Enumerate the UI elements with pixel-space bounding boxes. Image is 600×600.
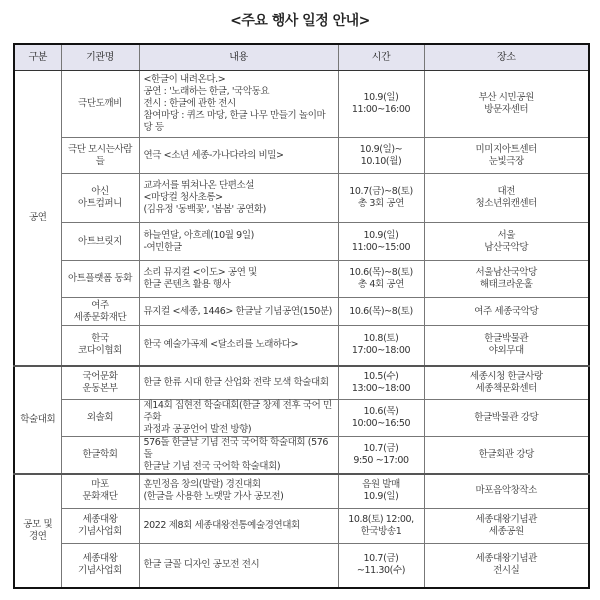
place-cell: 부산 시민공원 방문자센터 [424, 71, 589, 138]
table-row [14, 138, 589, 174]
place-cell: 세종대왕기념관 전시실 [424, 543, 589, 588]
organization-cell: 아트브릿지 [61, 223, 139, 261]
content-cell: <한글이 내려온다.> 공연 : '노래하는 한글, '국악동요 전시 : 한글에 관한 전시 참여마당 : 퀴즈 마당, 한글 나무 만들기 놀이마당 등 [139, 71, 338, 138]
content-cell: 2022 제8회 세종대왕전통예술경연대회 [139, 508, 338, 543]
place-cell: 미미지아트센터 눈빛극장 [424, 138, 589, 174]
content-cell: 한글 한류 시대 한글 산업화 전략 모색 학술대회 [139, 366, 338, 400]
schedule-body [14, 71, 589, 589]
header-time: 시간 [338, 44, 424, 71]
place-cell: 세종시청 한글사랑 세종책문화센터 [424, 366, 589, 400]
organization-cell: 한글학회 [61, 437, 139, 475]
organization-cell: 세종대왕 기념사업회 [61, 508, 139, 543]
place-cell: 서울 남산국악당 [424, 223, 589, 261]
table-row [14, 298, 589, 326]
time-cell: 10.6(목) 10:00~16:50 [338, 400, 424, 437]
organization-cell: 극단도깨비 [61, 71, 139, 138]
time-cell: 10.8(토) 12:00, 한국방송1 [338, 508, 424, 543]
table-row [14, 326, 589, 366]
place-cell: 마포음악창작소 [424, 474, 589, 508]
content-cell: 훈민정음 창의(발랄) 경진대회 (한글을 사용한 노랫말 가사 공모전) [139, 474, 338, 508]
place-cell: 한글회관 강당 [424, 437, 589, 475]
time-cell: 음원 발매 10.9(일) [338, 474, 424, 508]
table-row [14, 543, 589, 588]
table-row [14, 261, 589, 298]
place-cell: 한글박물관 야외무대 [424, 326, 589, 366]
organization-cell: 아신 아트컴퍼니 [61, 174, 139, 223]
time-cell: 10.9(일)~ 10.10(월) [338, 138, 424, 174]
page-title: <주요 행사 일정 안내> [230, 13, 370, 29]
content-cell: 한글 글꼴 디자인 공모전 전시 [139, 543, 338, 588]
table-row [14, 474, 589, 508]
time-cell: 10.8(토) 17:00~18:00 [338, 326, 424, 366]
place-cell: 대전 청소년위캔센터 [424, 174, 589, 223]
organization-cell: 극단 모시는사람들 [61, 138, 139, 174]
content-cell: 한국 예술가곡제 <달소리를 노래하다> [139, 326, 338, 366]
content-cell: 교과서를 뛰쳐나온 단편소설 <마당컬 청사초롱> (김유정 '동백꽃', '봄봄' 공연화) [139, 174, 338, 223]
time-cell: 10.9(일) 11:00~16:00 [338, 71, 424, 138]
header-row [14, 44, 589, 71]
table-row [14, 437, 589, 475]
header-place: 장소 [424, 44, 589, 71]
table-row [14, 508, 589, 543]
content-cell: 하늘연달, 아흐레(10월 9일) -여민한글 [139, 223, 338, 261]
category-cell: 공연 [14, 71, 61, 366]
organization-cell: 여주 세종문화재단 [61, 298, 139, 326]
time-cell: 10.5(수) 13:00~18:00 [338, 366, 424, 400]
table-row [14, 400, 589, 437]
time-cell: 10.7(금) ~11.30(수) [338, 543, 424, 588]
place-cell: 한글박물관 강당 [424, 400, 589, 437]
content-cell: 뮤지컬 <세종, 1446> 한글날 기념공연(150분) [139, 298, 338, 326]
organization-cell: 국어문화 운동본부 [61, 366, 139, 400]
organization-cell: 한국 코다이협회 [61, 326, 139, 366]
time-cell: 10.7(금) 9:50 ~17:00 [338, 437, 424, 475]
organization-cell: 아트플랫폼 동화 [61, 261, 139, 298]
organization-cell: 외솔회 [61, 400, 139, 437]
table-row [14, 174, 589, 223]
time-cell: 10.6(목)~8(토) 총 4회 공연 [338, 261, 424, 298]
table-row [14, 223, 589, 261]
header-content: 내용 [139, 44, 338, 71]
content-cell: 제14회 집현전 학술대회(한글 창제 전후 국어 민주화 과정과 공공언어 발전 방향) [139, 400, 338, 437]
time-cell: 10.7(금)~8(토) 총 3회 공연 [338, 174, 424, 223]
organization-cell: 세종대왕 기념사업회 [61, 543, 139, 588]
organization-cell: 마포 문화재단 [61, 474, 139, 508]
header-category: 구분 [14, 44, 61, 71]
time-cell: 10.6(목)~8(토) [338, 298, 424, 326]
place-cell: 여주 세종국악당 [424, 298, 589, 326]
category-cell: 학술대회 [14, 366, 61, 475]
content-cell: 576돌 한글날 기념 전국 국어학 학술대회 (576돌 한글날 기념 전국 국어학 학술대회) [139, 437, 338, 475]
header-organization: 기관명 [61, 44, 139, 71]
time-cell: 10.9(일) 11:00~15:00 [338, 223, 424, 261]
content-cell: 소리 뮤지컬 <이도> 공연 및 한글 콘텐츠 활용 행사 [139, 261, 338, 298]
category-cell: 공모 및 경연 [14, 474, 61, 588]
schedule-table [13, 43, 590, 589]
place-cell: 세종대왕기념관 세종공원 [424, 508, 589, 543]
place-cell: 서울남산국악당 해태크라운홀 [424, 261, 589, 298]
content-cell: 연극 <소년 세종-가나다라의 비밀> [139, 138, 338, 174]
table-row [14, 366, 589, 400]
table-row [14, 71, 589, 138]
